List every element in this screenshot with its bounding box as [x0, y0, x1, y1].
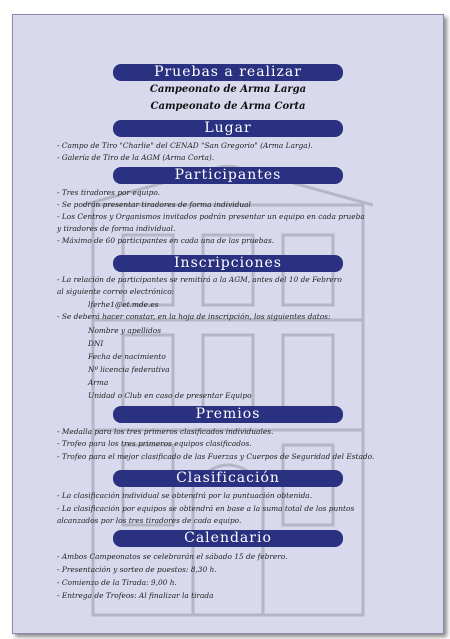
clasificacion-item: alcanzados por los tres tiradores de cada equipo.	[57, 516, 242, 525]
lugar-item: - Campo de Tiro "Charlie" del CENAD "San Gregorio" (Arma Larga).	[57, 141, 313, 150]
clasificacion-item: - La clasificación individual se obtendrá por la puntuación obtenida.	[57, 491, 313, 500]
required-field: Nº licencia federativa	[88, 365, 170, 374]
premios-item: - Trofeo para los tres primeros equipos clasificados.	[57, 439, 252, 448]
clasificacion-item: - La clasificación por equipos se obtendrá en base a la suma total de los puntos	[57, 504, 355, 513]
premios-item: - Trofeo para el mejor clasificado de las Fuerzas y Cuerpos de Seguridad del Estado.	[57, 452, 375, 461]
event-arma-corta: Campeonato de Arma Corta	[150, 101, 306, 112]
document-page	[12, 14, 444, 634]
inscripciones-item: - La relación de participantes se remitirá a la AGM, antes del 10 de Febrero	[57, 275, 342, 284]
inscripciones-item: - Se deberá hacer constar, en la hoja de inscripción, los siguientes datos:	[57, 312, 331, 321]
required-field: DNI	[88, 339, 104, 348]
calendario-item: - Ambos Campeonatos se celebrarán el sábado 15 de febrero.	[57, 552, 288, 561]
participantes-item: y tiradores de forma individual.	[57, 224, 176, 233]
participantes-item: - Los Centros y Organismos invitados podrán presentar un equipo en cada prueba	[57, 212, 365, 221]
section-header-calendario: Calendario	[113, 530, 343, 547]
section-header-participantes: Participantes	[113, 167, 343, 184]
required-field: Nombre y apellidos	[88, 326, 162, 335]
required-field: Unidad o Club en caso de presentar Equipo	[88, 391, 252, 400]
section-header-inscripciones: Inscripciones	[113, 255, 343, 272]
section-header-premios: Premios	[113, 406, 343, 423]
participantes-item: - Tres tiradores por equipo.	[57, 188, 161, 197]
section-header-lugar: Lugar	[113, 120, 343, 137]
required-field: Fecha de nacimiento	[88, 352, 166, 361]
section-header-clasificacion: Clasificación	[113, 470, 343, 487]
inscripciones-item: al siguiente correo electrónico:	[57, 287, 175, 296]
required-field: Arma	[88, 378, 109, 387]
lugar-item: - Galería de Tiro de la AGM (Arma Corta).	[57, 153, 215, 162]
calendario-item: - Comienzo de la Tirada: 9,00 h.	[57, 578, 177, 587]
event-arma-larga: Campeonato de Arma Larga	[149, 84, 307, 95]
participantes-item: - Se podrán presentar tiradores de forma individual	[57, 200, 251, 209]
contact-email: lferhe1@et.mde.es	[88, 300, 159, 309]
section-header-pruebas: Pruebas a realizar	[113, 64, 343, 81]
premios-item: - Medalla para los tres primeros clasificados individuales.	[57, 427, 274, 436]
calendario-item: - Entrega de Trofeos: Al finalizar la tirada	[57, 591, 214, 600]
calendario-item: - Presentación y sorteo de puestos: 8,30 h.	[57, 565, 217, 574]
participantes-item: - Máximo de 60 participantes en cada una de las pruebas.	[57, 236, 275, 245]
